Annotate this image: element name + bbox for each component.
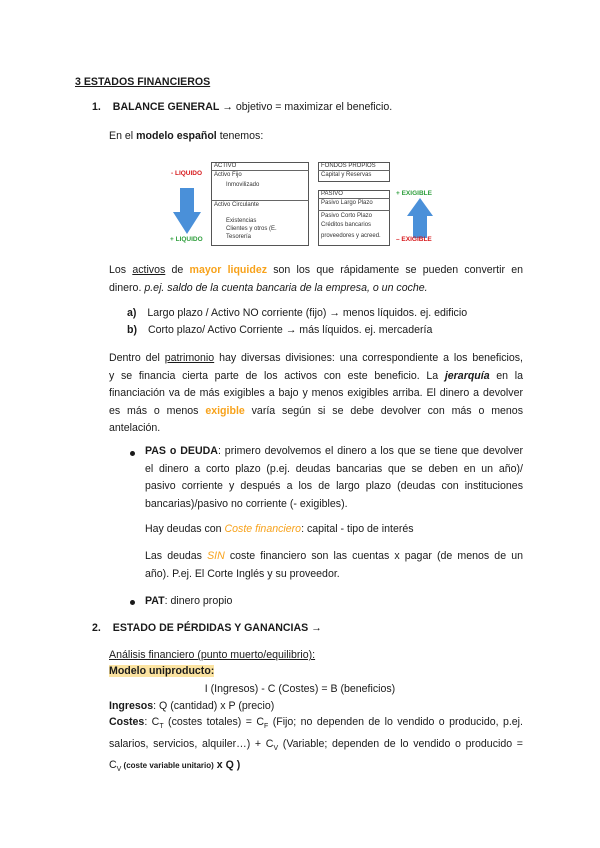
subscript: T	[159, 723, 164, 731]
patrimonio-paragraph	[109, 350, 523, 438]
bullet-icon	[130, 600, 135, 605]
text: financiación va de más exigibles a bajo y menos exigibles arriba. El dinero a devolver	[109, 387, 523, 400]
section-1-intro	[109, 130, 263, 142]
balance-diagram	[168, 158, 440, 250]
section-1-objective: objetivo = maximizar el beneficio.	[232, 101, 393, 113]
activo-title: ACTIVO	[214, 163, 237, 169]
activo-circulante-label: Activo Circulante	[214, 202, 260, 208]
text: Las deudas	[145, 550, 208, 562]
modelo-heading: Modelo uniproducto:	[109, 665, 215, 677]
list-label: a)	[127, 307, 137, 319]
subscript: V	[273, 744, 279, 752]
coste-variable-unitario: (coste variable unitario)	[121, 761, 214, 771]
pas-paragraph	[145, 443, 523, 513]
intro-bold: modelo español	[136, 130, 217, 142]
text: es más o menos	[109, 404, 206, 417]
pasivo-title: PASIVO	[321, 191, 343, 197]
text: x Q )	[213, 759, 241, 772]
section-2-heading	[92, 622, 322, 634]
activo-fijo-label: Activo Fijo	[214, 172, 242, 178]
text: : C	[144, 716, 160, 728]
text: : Q (cantidad) x P (precio)	[153, 700, 275, 712]
list-label: b)	[127, 324, 137, 336]
section-1-title: BALANCE GENERAL	[112, 101, 220, 113]
list-text: Largo plazo / Activo NO corriente (fijo) → menos líquidos. ej. edificio	[147, 307, 468, 319]
text: (Fijo; no dependen de lo vendido o producido, p.ej.	[268, 716, 523, 728]
text: son los que rápidamente se pueden convertir en	[267, 264, 523, 276]
text: Dentro del	[109, 352, 165, 364]
text: C	[109, 759, 117, 772]
creditos-label: Créditos bancarios	[321, 222, 372, 228]
down-arrow-icon	[173, 188, 201, 236]
text: (Variable; dependen de lo vendido o producido =	[278, 737, 523, 750]
mayor-liquidez-term: mayor liquidez	[189, 264, 268, 276]
activos-term: activos	[132, 264, 166, 276]
fondos-propios-title: FONDOS PROPIOS	[321, 163, 376, 169]
text: el dinero a corto plazo (p.ej. deudas bancarias que se deben en un año)/	[145, 462, 523, 475]
more-exigible-label: + EXIGIBLE	[396, 190, 432, 197]
text: dinero.	[109, 281, 145, 294]
text: : dinero propio	[164, 595, 233, 607]
pasivo-cp-label: Pasivo Corto Plazo	[321, 213, 373, 219]
ingresos-term: Ingresos	[109, 700, 154, 712]
bullet-icon	[130, 451, 135, 456]
section-1-number: 1.	[92, 101, 101, 113]
text: en la	[489, 369, 523, 382]
liquidity-paragraph	[109, 262, 523, 297]
existencias-label: Existencias	[226, 218, 257, 224]
section-2-title: ESTADO DE PÉRDIDAS Y GANANCIAS →	[112, 622, 322, 634]
text: pasivo corriente y después a los de largo plazo (deudas con instituciones	[145, 480, 523, 493]
intro-text-end: tenemos:	[216, 130, 264, 142]
subscript: F	[264, 723, 269, 731]
text: bancarias)/pasivo no corriente (- exigibles).	[145, 497, 348, 510]
pat-term: PAT	[145, 595, 165, 607]
less-exigible-label: – EXIGIBLE	[396, 236, 432, 243]
analisis-heading: Análisis financiero (punto muerto/equilibrio):	[109, 649, 316, 661]
pasivo-lp-label: Pasivo Largo Plazo	[321, 200, 373, 206]
coste-financiero-term: Coste financiero	[224, 523, 302, 535]
less-liquid-label: - LIQUIDO	[171, 170, 203, 177]
section-2-number: 2.	[92, 622, 101, 634]
text: año). P.ej. El Corte Inglés y su proveedor.	[145, 567, 340, 580]
patrimonio-term: patrimonio	[164, 352, 215, 364]
costes-term: Costes	[109, 716, 145, 728]
up-arrow-icon	[407, 198, 433, 238]
formula: I (Ingresos) - C (Costes) = B (beneficios)	[204, 683, 396, 695]
coste-financiero-line	[145, 523, 414, 535]
tesoreria-label: Tesorería	[226, 234, 252, 240]
exigible-term: exigible	[205, 404, 245, 417]
text: hay diversas divisiones: una correspondiente a los beneficios,	[214, 352, 524, 364]
more-liquid-label: + LIQUIDO	[170, 236, 203, 243]
text: de	[165, 264, 190, 276]
pat-line	[145, 595, 232, 607]
text: : capital - tipo de interés	[301, 523, 414, 535]
text: salarios, servicios, alquiler…) + C	[109, 737, 274, 750]
text: coste financiero son las cuentas x pagar (de menos de un	[224, 550, 523, 562]
subscript: V	[116, 766, 122, 774]
inmovilizado-label: Inmovilizado	[226, 182, 260, 188]
text: varía según si se debe devolver con más o menos	[244, 404, 523, 417]
text: Los	[109, 264, 133, 276]
page-title: 3 ESTADOS FINANCIEROS	[75, 76, 211, 88]
sin-coste-paragraph	[145, 548, 523, 583]
sin-term: SIN	[207, 550, 225, 562]
list-text: Corto plazo/ Activo Corriente → más líquidos. ej. mercadería	[147, 324, 433, 336]
costes-paragraph	[109, 714, 523, 779]
proveedores-label: proveedores y acreed.	[321, 233, 381, 239]
list-item-a	[127, 307, 467, 319]
ingresos-line	[109, 700, 274, 712]
section-1-heading	[92, 101, 392, 113]
jerarquia-term: jerarquía	[444, 369, 490, 382]
text: : primero devolvemos el dinero a los que se tiene que devolver	[217, 445, 523, 457]
text: Hay deudas con	[145, 523, 225, 535]
example-text: p.ej. saldo de la cuenta bancaria de la empresa, o un coche.	[144, 281, 428, 294]
clientes-label: Clientes y otros (E.	[226, 226, 277, 232]
text: y se financia cierta parte de los activos con este beneficio. La	[109, 369, 445, 382]
text: (costes totales) = C	[163, 716, 264, 728]
list-item-b	[127, 324, 432, 336]
arrow-icon: →	[222, 101, 233, 113]
pas-term: PAS o DEUDA	[145, 445, 218, 457]
text: antelación.	[109, 422, 161, 435]
intro-text: En el	[109, 130, 137, 142]
capital-reservas-label: Capital y Reservas	[321, 172, 372, 178]
